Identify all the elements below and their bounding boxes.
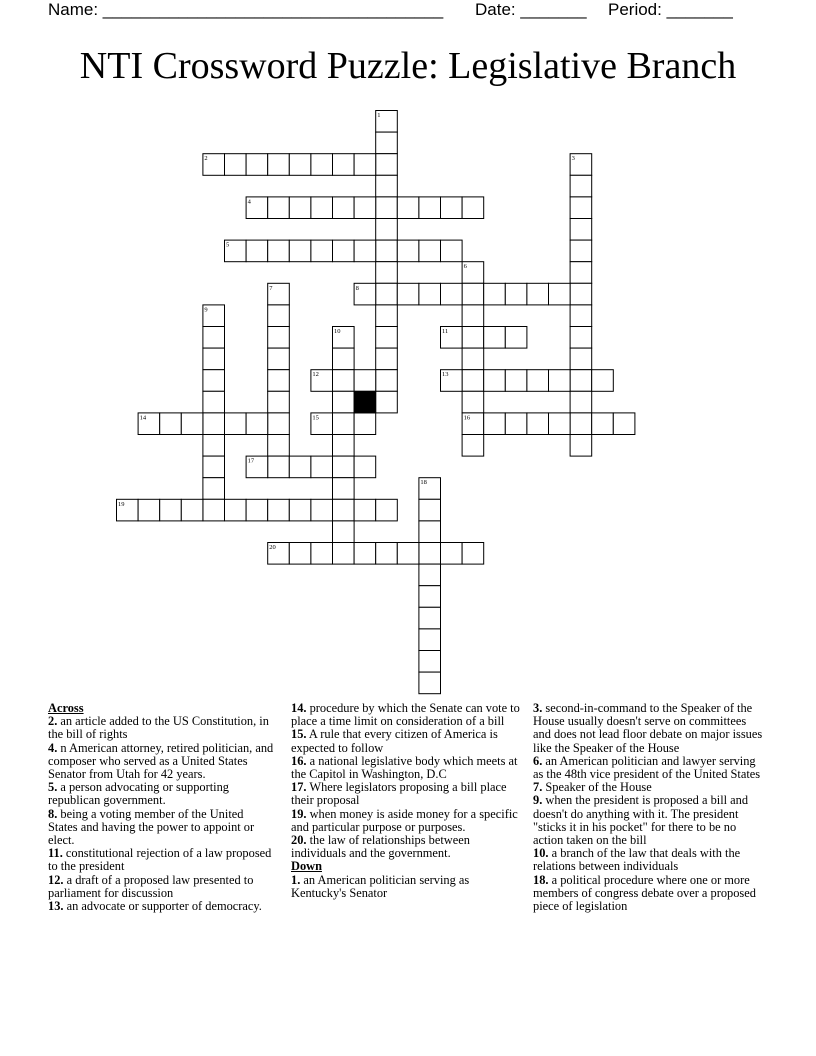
- clue-text: A rule that every citizen of America is expected to follow: [291, 727, 498, 755]
- grid-cell[interactable]: [570, 219, 592, 241]
- grid-cell[interactable]: [441, 240, 463, 262]
- clue-number-label: 1: [377, 112, 381, 119]
- grid-cell[interactable]: [289, 240, 311, 262]
- grid-cell[interactable]: [203, 391, 225, 413]
- clue-number-label: 15: [312, 414, 319, 422]
- clue-number-label: 11: [442, 328, 449, 335]
- grid-cell[interactable]: [225, 413, 247, 435]
- grid-cell[interactable]: [419, 521, 441, 543]
- clue-number: 1.: [291, 872, 301, 887]
- date-field-label: Date: _______: [475, 0, 587, 19]
- grid-cell[interactable]: [419, 651, 441, 673]
- grid-cell[interactable]: [376, 543, 398, 565]
- clue-item: [48, 874, 276, 900]
- grid-cell[interactable]: [570, 175, 592, 197]
- grid-cell[interactable]: [333, 154, 355, 176]
- clue-number-label: 6: [463, 263, 467, 271]
- grid-cell[interactable]: [441, 197, 463, 219]
- grid-cell[interactable]: [397, 240, 419, 262]
- grid-cell[interactable]: [484, 327, 506, 349]
- clue-number-label: 16: [463, 414, 471, 422]
- clue-number: 6.: [533, 753, 543, 768]
- grid-cell[interactable]: [419, 564, 441, 586]
- clue-text: a political procedure where one or more members of congress debate over a proposed piece of legislation: [533, 872, 756, 914]
- clue-item: [48, 715, 276, 741]
- grid-cell[interactable]: [505, 413, 527, 435]
- grid-cell[interactable]: [311, 543, 333, 565]
- grid-cell[interactable]: [419, 629, 441, 651]
- grid-cell[interactable]: [333, 197, 355, 219]
- grid-cell[interactable]: [376, 283, 398, 305]
- grid-cell[interactable]: [592, 370, 614, 392]
- grid-cell[interactable]: [138, 499, 160, 521]
- grid-cell[interactable]: [268, 327, 290, 349]
- clue-item: [48, 808, 276, 848]
- clue-number: 20.: [291, 833, 307, 848]
- grid-cell[interactable]: [354, 370, 376, 392]
- grid-cell[interactable]: [268, 305, 290, 327]
- clue-text: an American politician and lawyer serving as the 48th vice president of the United States: [533, 753, 761, 782]
- period-field-label: Period: _______: [608, 0, 733, 19]
- clue-number: 13.: [48, 899, 64, 914]
- grid-cell[interactable]: [333, 370, 355, 392]
- grid-cell[interactable]: [354, 543, 376, 565]
- clue-text: constitutional rejection of a law proposed to the president: [48, 846, 272, 874]
- grid-cell[interactable]: [419, 672, 441, 694]
- clue-number: 10.: [533, 846, 549, 861]
- clue-number-label: 12: [312, 371, 319, 379]
- grid-cell[interactable]: [462, 391, 484, 413]
- clue-text: Where legislators proposing a bill place their proposal: [291, 780, 507, 808]
- clue-number-label: 20: [269, 544, 276, 551]
- grid-cell[interactable]: [354, 240, 376, 262]
- clue-section-heading: Across: [48, 701, 84, 715]
- clue-section-heading: Down: [291, 859, 322, 874]
- clue-number-label: 2: [204, 155, 208, 163]
- clue-item: [291, 702, 521, 728]
- clue-number-label: 17: [247, 457, 255, 465]
- clue-item: [533, 874, 765, 914]
- grid-cell[interactable]: [441, 283, 463, 305]
- grid-cell[interactable]: [225, 499, 247, 521]
- clue-item: [291, 834, 521, 860]
- grid-cell[interactable]: [462, 370, 484, 392]
- grid-cell[interactable]: [570, 391, 592, 413]
- clue-item: [533, 755, 765, 781]
- clue-number: 15.: [291, 727, 307, 742]
- clue-number-label: 4: [247, 198, 251, 206]
- grid-cell[interactable]: [441, 543, 463, 565]
- clue-text: second-in-command to the Speaker of the House usually doesn't serve on committees and does not lead floor debate on major issues like the Speaker of the House: [533, 701, 763, 755]
- grid-cell[interactable]: [268, 370, 290, 392]
- grid-cell[interactable]: [333, 456, 355, 478]
- grid-cell[interactable]: [570, 327, 592, 349]
- grid-cell[interactable]: [549, 413, 571, 435]
- grid-cell[interactable]: [570, 370, 592, 392]
- clue-item: [291, 755, 521, 781]
- grid-cell[interactable]: [354, 499, 376, 521]
- grid-cell[interactable]: [354, 197, 376, 219]
- grid-cell[interactable]: [289, 154, 311, 176]
- clue-item: [48, 900, 276, 913]
- grid-cell[interactable]: [333, 240, 355, 262]
- clue-item: [533, 847, 765, 873]
- grid-cell[interactable]: [505, 283, 527, 305]
- clue-item: [533, 794, 765, 847]
- grid-cell[interactable]: [160, 499, 182, 521]
- grid-cell[interactable]: [570, 283, 592, 305]
- grid-cell[interactable]: [289, 543, 311, 565]
- grid-cell[interactable]: [268, 391, 290, 413]
- grid-cell[interactable]: [570, 305, 592, 327]
- clue-number: 18.: [533, 872, 549, 887]
- grid-cell[interactable]: [268, 435, 290, 457]
- grid-cell[interactable]: [333, 435, 355, 457]
- grid-cell[interactable]: [333, 413, 355, 435]
- clue-item: [291, 781, 521, 807]
- clue-number: 14.: [291, 701, 307, 715]
- grid-cell[interactable]: [246, 413, 268, 435]
- grid-cell[interactable]: [354, 154, 376, 176]
- grid-cell[interactable]: [549, 283, 571, 305]
- clue-number-label: 9: [204, 306, 208, 314]
- grid-cell[interactable]: [397, 197, 419, 219]
- grid-cell[interactable]: [268, 197, 290, 219]
- clue-number: 11.: [48, 846, 63, 861]
- grid-cell[interactable]: [203, 435, 225, 457]
- grid-cell[interactable]: [203, 327, 225, 349]
- grid-cell[interactable]: [181, 499, 203, 521]
- grid-cell[interactable]: [570, 348, 592, 370]
- name-field-label: Name: ____________________________________: [48, 0, 444, 19]
- clue-number: 12.: [48, 872, 64, 887]
- clue-number: 9.: [533, 793, 543, 808]
- clue-number-label: 10: [334, 328, 341, 335]
- grid-cell[interactable]: [549, 370, 571, 392]
- clue-item: [533, 702, 765, 755]
- grid-cell[interactable]: [354, 456, 376, 478]
- grid-cell[interactable]: [203, 499, 225, 521]
- grid-cell[interactable]: [462, 305, 484, 327]
- grid-cell[interactable]: [397, 543, 419, 565]
- clue-number: 2.: [48, 714, 58, 729]
- clue-text: when money is aside money for a specific and particular purpose or purposes.: [291, 806, 518, 834]
- clue-number: 5.: [48, 780, 58, 795]
- grid-cell[interactable]: [203, 478, 225, 500]
- grid-cell[interactable]: [376, 175, 398, 197]
- clue-number-label: 7: [269, 284, 273, 292]
- grid-cell[interactable]: [376, 499, 398, 521]
- grid-cell[interactable]: [311, 499, 333, 521]
- grid-cell[interactable]: [268, 240, 290, 262]
- clue-text: an American politician serving as Kentucky's Senator: [291, 872, 470, 900]
- grid-cell[interactable]: [570, 240, 592, 262]
- clue-text: a branch of the law that deals with the relations between individuals: [533, 846, 741, 874]
- grid-cell[interactable]: [376, 370, 398, 392]
- grid-cell[interactable]: [246, 154, 268, 176]
- grid-cell[interactable]: [376, 219, 398, 241]
- clue-number-label: 14: [139, 414, 147, 422]
- grid-cell[interactable]: [527, 413, 549, 435]
- grid-cell[interactable]: [570, 413, 592, 435]
- grid-cell[interactable]: [419, 543, 441, 565]
- grid-cell[interactable]: [570, 435, 592, 457]
- grid-cell[interactable]: [419, 586, 441, 608]
- grid-cell[interactable]: [376, 305, 398, 327]
- grid-cell[interactable]: [268, 456, 290, 478]
- grid-cell[interactable]: [613, 413, 635, 435]
- grid-cell[interactable]: [484, 413, 506, 435]
- grid-cell[interactable]: [462, 327, 484, 349]
- clue-text: the law of relationships between individuals and the government.: [291, 833, 470, 861]
- clue-item: [48, 742, 276, 782]
- grid-cell[interactable]: [419, 607, 441, 629]
- clue-text: when the president is proposed a bill and doesn't do anything with it. The president "sticks it in his pocket" for there to be no action taken on the bill: [533, 793, 749, 848]
- grid-cell[interactable]: [268, 348, 290, 370]
- grid-cell[interactable]: [333, 478, 355, 500]
- grid-cell[interactable]: [311, 154, 333, 176]
- clue-text: procedure by which the Senate can vote to place a time limit on consideration of a bill: [291, 701, 520, 729]
- grid-cell[interactable]: [376, 262, 398, 284]
- grid-cell[interactable]: [419, 197, 441, 219]
- grid-cell[interactable]: [376, 327, 398, 349]
- grid-cell[interactable]: [203, 456, 225, 478]
- clue-text: being a voting member of the United States and having the power to appoint or elect.: [48, 806, 255, 848]
- clue-number: 19.: [291, 806, 307, 821]
- grid-cell[interactable]: [203, 348, 225, 370]
- grid-cell[interactable]: [333, 521, 355, 543]
- grid-cell[interactable]: [462, 348, 484, 370]
- grid-cell[interactable]: [570, 262, 592, 284]
- clue-text: an advocate or supporter of democracy.: [63, 899, 262, 914]
- grid-cell[interactable]: [527, 283, 549, 305]
- clue-text: Speaker of the House: [542, 780, 652, 795]
- grid-cell[interactable]: [289, 499, 311, 521]
- grid-cell[interactable]: [268, 413, 290, 435]
- grid-cell[interactable]: [592, 413, 614, 435]
- grid-cell[interactable]: [268, 154, 290, 176]
- clue-item: [291, 874, 521, 900]
- clue-number-label: 3: [571, 155, 575, 163]
- grid-cell[interactable]: [246, 499, 268, 521]
- grid-cell[interactable]: [203, 413, 225, 435]
- clue-number: 16.: [291, 753, 307, 768]
- clue-number: 8.: [48, 806, 58, 821]
- grid-cell[interactable]: [419, 240, 441, 262]
- grid-cell[interactable]: [570, 197, 592, 219]
- grid-cell[interactable]: [333, 391, 355, 413]
- grid-cell[interactable]: [289, 197, 311, 219]
- clue-number-label: 18: [420, 479, 427, 487]
- clue-text: a national legislative body which meets at the Capitol in Washington, D.C: [291, 753, 518, 782]
- grid-cell[interactable]: [311, 197, 333, 219]
- clue-item: [291, 728, 521, 754]
- grid-cell[interactable]: [484, 370, 506, 392]
- clue-item: [48, 847, 276, 873]
- grid-cell[interactable]: [505, 370, 527, 392]
- grid-cell[interactable]: [225, 154, 247, 176]
- clue-number-label: 8: [355, 284, 359, 292]
- clue-column-1: [48, 702, 276, 913]
- grid-cell[interactable]: [527, 370, 549, 392]
- grid-cell[interactable]: [397, 283, 419, 305]
- clue-text: n American attorney, retired politician, and composer who served as a United States Senator from Utah for 42 years.: [48, 740, 274, 782]
- grid-cell[interactable]: [419, 499, 441, 521]
- grid-cell[interactable]: [333, 499, 355, 521]
- clue-item: [48, 781, 276, 807]
- grid-cell[interactable]: [505, 327, 527, 349]
- grid-cell[interactable]: [333, 348, 355, 370]
- grid-cell[interactable]: [376, 348, 398, 370]
- grid-cell[interactable]: [160, 413, 182, 435]
- grid-cell[interactable]: [354, 413, 376, 435]
- grid-cell[interactable]: [311, 240, 333, 262]
- clue-text: a draft of a proposed law presented to parliament for discussion: [48, 872, 254, 900]
- clue-number: 17.: [291, 780, 307, 795]
- clue-number: 3.: [533, 701, 543, 715]
- grid-cell[interactable]: [462, 435, 484, 457]
- clue-number: 7.: [533, 780, 543, 795]
- clue-number-label: 13: [442, 371, 449, 379]
- grid-cell[interactable]: [376, 132, 398, 154]
- clue-text: an article added to the US Constitution, in the bill of rights: [48, 714, 269, 742]
- page-title: NTI Crossword Puzzle: Legislative Branch: [79, 45, 737, 87]
- grid-cell[interactable]: [181, 413, 203, 435]
- grid-cell[interactable]: [376, 154, 398, 176]
- clue-text: a person advocating or supporting republican government.: [48, 780, 230, 808]
- clue-column-3: [533, 702, 765, 913]
- clue-number: 4.: [48, 740, 58, 755]
- grid-cell[interactable]: [268, 499, 290, 521]
- grid-cell[interactable]: [376, 240, 398, 262]
- clue-number-label: 19: [118, 500, 125, 508]
- grid-cell[interactable]: [462, 283, 484, 305]
- grid-cell[interactable]: [333, 543, 355, 565]
- grid-cell[interactable]: [376, 391, 398, 413]
- black-cell: [354, 391, 376, 413]
- clue-item: [291, 808, 521, 834]
- grid-cell[interactable]: [203, 370, 225, 392]
- grid-cell[interactable]: [419, 283, 441, 305]
- grid-cell[interactable]: [289, 456, 311, 478]
- grid-cell[interactable]: [376, 197, 398, 219]
- clue-number-label: 5: [226, 241, 230, 249]
- grid-cell[interactable]: [311, 456, 333, 478]
- clue-column-2: [291, 702, 521, 900]
- grid-cell[interactable]: [484, 283, 506, 305]
- grid-cell[interactable]: [462, 197, 484, 219]
- grid-cell[interactable]: [246, 240, 268, 262]
- grid-cell[interactable]: [462, 543, 484, 565]
